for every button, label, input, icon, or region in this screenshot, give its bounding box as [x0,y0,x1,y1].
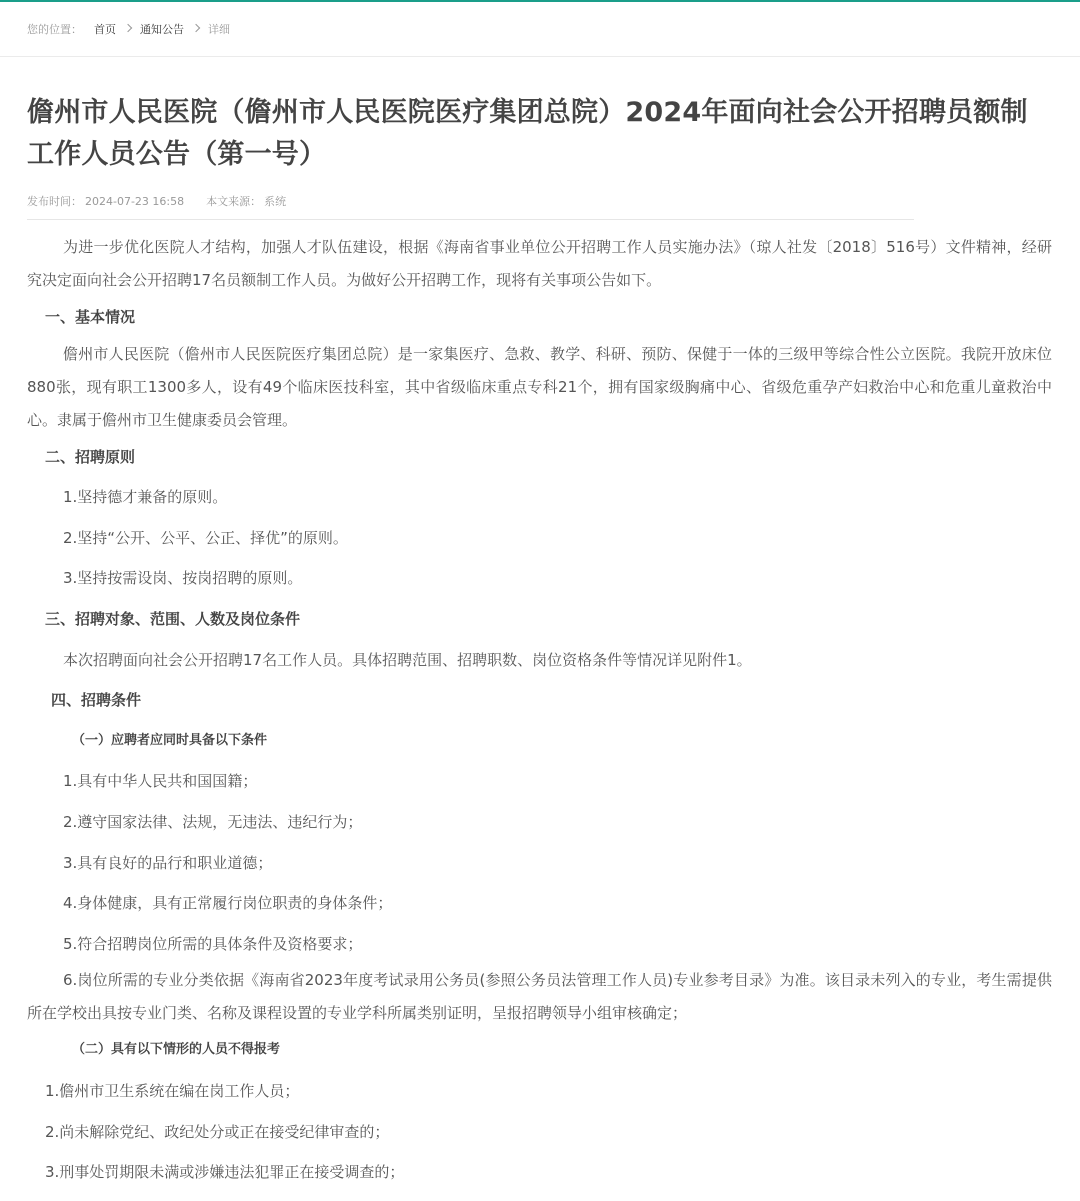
publish-time: 2024-07-23 16:58 [85,195,185,208]
exclusion-item: 2.尚未解除党纪、政纪处分或正在接受纪律审查的； [45,1122,390,1141]
condition-item: 5.符合招聘岗位所需的具体条件及资格要求； [63,934,363,953]
breadcrumb [0,2,1080,57]
condition-item: 6.岗位所需的专业分类依据《海南省2023年度考试录用公务员(参照公务员法管理工作人员)专业参考目录》为准。该目录未列入的专业，考生需提供所在学校出具按专业门类、名称及课程设置的专业学科所属类别证明，呈报招聘领导小组审核确定； [27,971,1052,1023]
section-heading-conditions: 四、招聘条件 [51,691,142,710]
subheading-required-conditions: （一）应聘者应同时具备以下条件 [72,732,268,748]
condition-item: 4.身体健康，具有正常履行岗位职责的身体条件； [63,894,393,913]
subheading-exclusions: （二）具有以下情形的人员不得报考 [72,1042,281,1058]
principle-item: 2.坚持“公开、公平、公正、择优”的原则。 [63,528,348,547]
article-title: 儋州市人民医院（儋州市人民医院医疗集团总院）2024年面向社会公开招聘员额制工作人员公告（第一号） [27,97,1028,170]
breadcrumb-current: 详细 [208,23,230,36]
article-meta [27,194,1052,210]
basic-info-paragraph: 儋州市人民医院（儋州市人民医院医疗集团总院）是一家集医疗、急救、教学、科研、预防、保健于一体的三级甲等综合性公立医院。我院开放床位880张，现有职工1300多人，设有49个临床医技科室，其中省级临床重点专科21个，拥有国家级胸痛中心、省级危重孕产妇救治中心和危重儿童救治中心。隶属于儋州市卫生健康委员会管理。 [27,344,1052,429]
condition-item: 3.具有良好的品行和职业道德； [63,853,273,872]
section-heading-principles: 二、招聘原则 [45,447,136,466]
source-label: 本文来源： [206,195,262,208]
scope-paragraph: 本次招聘面向社会公开招聘17名工作人员。具体招聘范围、招聘职数、岗位资格条件等情况详见附件1。 [63,650,752,669]
article-body [27,231,1052,1193]
exclusion-item: 3.刑事处罚期限未满或涉嫌违法犯罪正在接受调查的； [45,1163,405,1182]
breadcrumb-home-link[interactable]: 首页 [94,23,116,36]
section-heading-basic-info: 一、基本情况 [45,308,136,326]
exclusion-item: 1.儋州市卫生系统在编在岗工作人员； [45,1081,300,1100]
breadcrumb-prefix: 您的位置： [27,23,82,36]
article [27,92,1052,1193]
section-heading-scope: 三、招聘对象、范围、人数及岗位条件 [45,609,301,628]
meta-divider [27,219,914,220]
principle-item: 3.坚持按需设岗、按岗招聘的原则。 [63,569,303,588]
principle-item: 1.坚持德才兼备的原则。 [63,488,228,507]
intro-paragraph: 为进一步优化医院人才结构，加强人才队伍建设，根据《海南省事业单位公开招聘工作人员实施办法》（琼人社发〔2018〕516号）文件精神，经研究决定面向社会公开招聘17名员额制工作人员。为做好公开招聘工作，现将有关事项公告如下。 [27,238,1052,289]
source-value: 系统 [264,195,287,208]
condition-item: 2.遵守国家法律、法规，无违法、违纪行为； [63,812,363,831]
chevron-right-icon [192,24,200,32]
condition-item: 1.具有中华人民共和国国籍； [63,772,258,791]
breadcrumb-section-link[interactable]: 通知公告 [140,23,184,36]
publish-time-label: 发布时间： [27,195,82,208]
chevron-right-icon [124,24,132,32]
